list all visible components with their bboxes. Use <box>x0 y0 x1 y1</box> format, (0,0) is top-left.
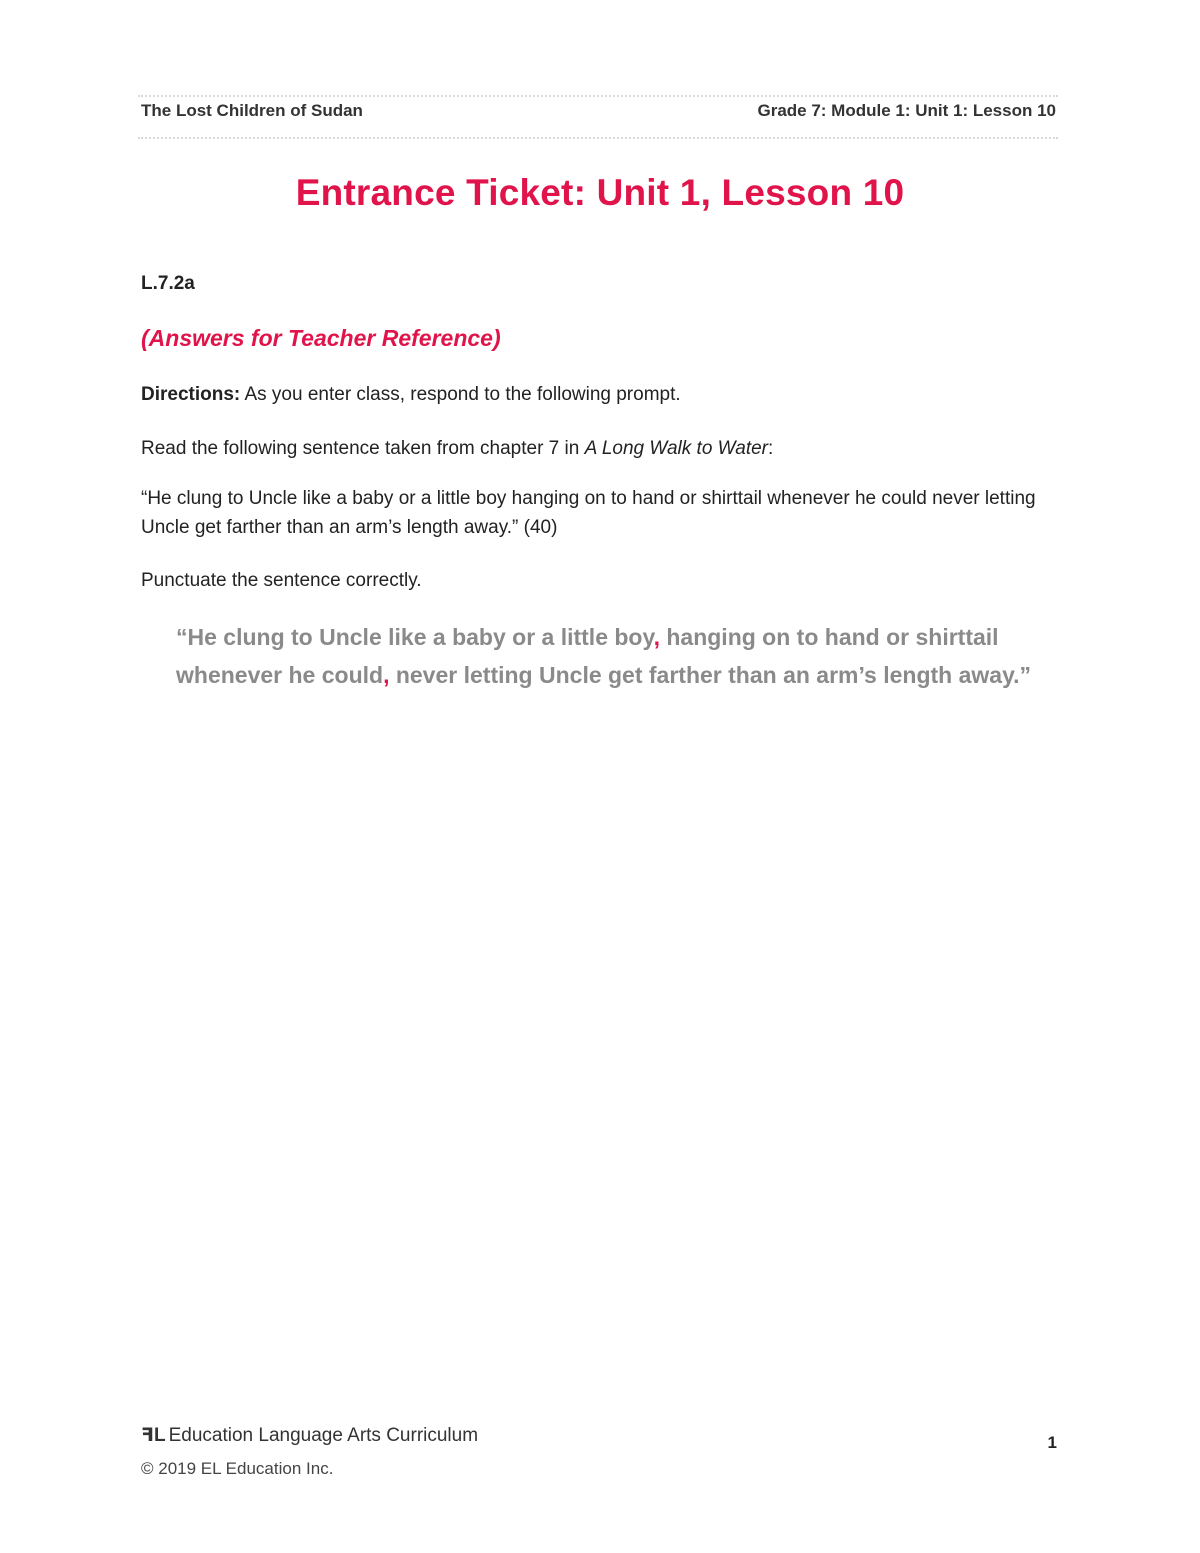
directions-paragraph <box>141 380 1061 409</box>
footer-brand <box>141 1424 478 1447</box>
read-instruction-text: Read the following sentence taken from chapter 7 in <box>141 438 585 459</box>
header-bottom-rule <box>138 137 1058 139</box>
page-number: 1 <box>1047 1433 1057 1452</box>
answer-comma-2: , <box>383 662 390 688</box>
teacher-reference-note: (Answers for Teacher Reference) <box>141 325 501 351</box>
answer-sentence <box>176 618 1056 694</box>
footer-brand-text: Education Language Arts Curriculum <box>168 1425 479 1446</box>
standard-code: L.7.2a <box>141 273 195 294</box>
header-module-title: The Lost Children of Sudan <box>141 101 363 120</box>
el-logo-icon: ꟻL <box>141 1425 166 1446</box>
page-title: Entrance Ticket: Unit 1, Lesson 10 <box>295 172 905 213</box>
punctuate-prompt: Punctuate the sentence correctly. <box>141 570 422 591</box>
answer-comma-1: , <box>653 624 660 650</box>
answer-part-3: never letting Uncle get farther than an arm’s length away.” <box>389 662 1032 688</box>
source-quote: “He clung to Uncle like a baby or a little boy hanging on to hand or shirttail whenever he could never letting Uncle get farther than an arm’s length away.” (40) <box>141 488 1036 538</box>
read-instruction <box>141 434 1061 463</box>
header-lesson-label: Grade 7: Module 1: Unit 1: Lesson 10 <box>757 101 1056 120</box>
read-instruction-colon: : <box>768 438 774 459</box>
directions-text: As you enter class, respond to the following prompt. <box>240 384 681 405</box>
directions-label: Directions: <box>141 384 241 405</box>
header-top-rule <box>138 95 1058 97</box>
footer-copyright: © 2019 EL Education Inc. <box>141 1459 334 1478</box>
answer-part-1: “He clung to Uncle like a baby or a little boy <box>176 624 654 650</box>
answer-part-2: hanging on to hand or shirttail whenever he could <box>176 624 999 688</box>
book-title: A Long Walk to Water <box>584 438 769 459</box>
